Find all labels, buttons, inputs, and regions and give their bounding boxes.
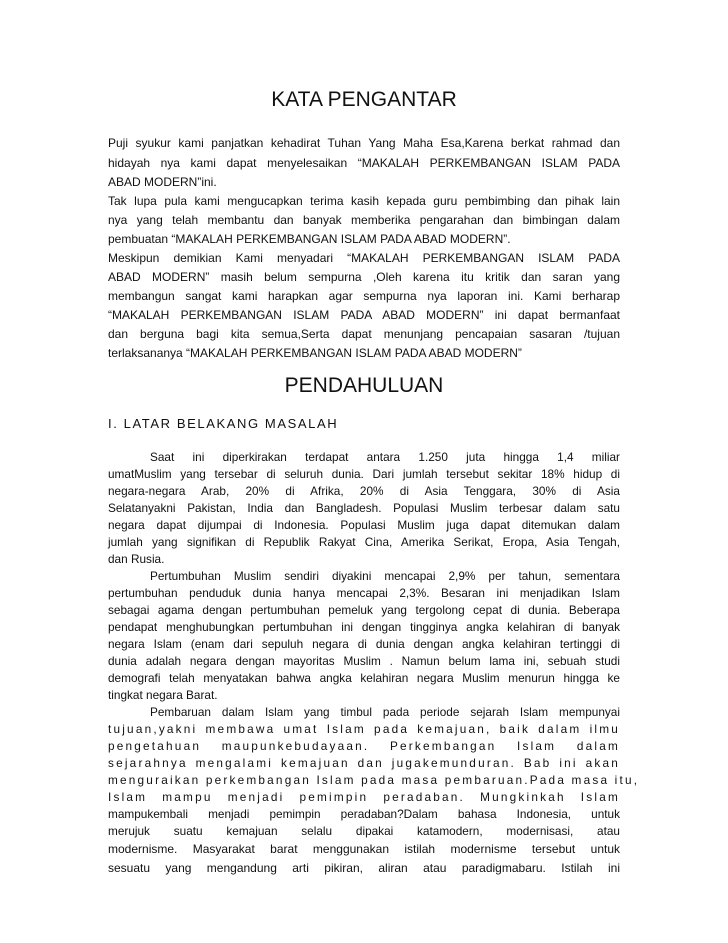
body-line: mampukembali menjadi pemimpin peradaban?Dalam bahasa Indonesia, untuk bbox=[108, 807, 620, 821]
body-line: dunia adalah negara dengan mayoritas Muslim . Namun belum lama ini, sebuah studi bbox=[108, 654, 620, 668]
body-line: pengetahuan maupunkebudayaan. Perkembangan Islam dalam bbox=[108, 739, 620, 753]
foreword-line: “MAKALAH PERKEMBANGAN ISLAM PADA ABAD MODERN” ini dapat bermanfaat bbox=[108, 308, 620, 322]
body-line: Saat ini diperkirakan terdapat antara 1.250 juta hingga 1,4 miliar bbox=[150, 450, 620, 464]
body-line: sesuatu yang mengandung arti pikiran, aliran atau paradigmabaru. Istilah ini bbox=[108, 861, 620, 875]
foreword-line: Tak lupa pula kami mengucapkan terima kasih kepada guru pembimbing dan pihak lain bbox=[108, 194, 620, 208]
foreword-line: pembuatan “MAKALAH PERKEMBANGAN ISLAM PADA ABAD MODERN”. bbox=[108, 232, 511, 246]
foreword-line: Meskipun demikian Kami menyadari “MAKALAH PERKEMBANGAN ISLAM PADA bbox=[108, 251, 620, 265]
section-heading: I. LATAR BELAKANG MASALAH bbox=[108, 416, 339, 431]
body-line: pertumbuhan penduduk dunia hanya mencapai 2,3%. Besaran ini menjadikan Islam bbox=[108, 586, 620, 600]
body-line: sebagai agama dengan pertumbuhan pemeluk yang tergolong cepat di dunia. Beberapa bbox=[108, 603, 620, 617]
body-line: Pertumbuhan Muslim sendiri diyakini mencapai 2,9% per tahun, sementara bbox=[150, 569, 620, 583]
foreword-title: KATA PENGANTAR bbox=[271, 88, 457, 111]
body-line: pendapat menghubungkan pertumbuhan ini dengan tingginya angka kelahiran di banyak bbox=[108, 620, 620, 634]
body-line: jumlah yang signifikan di Republik Rakyat Cina, Amerika Serikat, Eropa, Asia Tengah, bbox=[108, 535, 620, 549]
foreword-line: nya yang telah membantu dan banyak memberika pengarahan dan bimbingan dalam bbox=[108, 213, 620, 227]
foreword-line: ABAD MODERN”ini. bbox=[108, 175, 217, 189]
introduction-title: PENDAHULUAN bbox=[284, 374, 444, 397]
foreword-line: Puji syukur kami panjatkan kehadirat Tuhan Yang Maha Esa,Karena berkat rahmad dan bbox=[108, 136, 620, 150]
body-line: tingkat negara Barat. bbox=[108, 688, 218, 702]
body-line: dan Rusia. bbox=[108, 552, 165, 566]
body-line: Selatanyakni Pakistan, India dan Bangladesh. Populasi Muslim terbesar dalam satu bbox=[108, 501, 620, 515]
body-line: negara-negara Arab, 20% di Afrika, 20% di Asia Tenggara, 30% di Asia bbox=[108, 484, 620, 498]
body-line: Pembaruan dalam Islam yang timbul pada periode sejarah Islam mempunyai bbox=[150, 705, 620, 719]
body-line: tujuan,yakni membawa umat Islam pada kemajuan, baik dalam ilmu bbox=[108, 722, 620, 736]
foreword-line: hidayah nya kami dapat menyelesaikan “MAKALAH PERKEMBANGAN ISLAM PADA bbox=[108, 156, 620, 170]
body-line: Islam mampu menjadi pemimpin peradaban. Mungkinkah Islam bbox=[108, 790, 620, 804]
body-line: negara dapat dijumpai di Indonesia. Populasi Muslim juga dapat ditemukan dalam bbox=[108, 518, 620, 532]
foreword-line: membangun sangat kami harapkan agar sempurna nya laporan ini. Kami berharap bbox=[108, 289, 620, 303]
body-line: sejarahnya mengalami kemajuan dan jugakemunduran. Bab ini akan bbox=[108, 756, 620, 770]
body-line: negara Islam (enam dari sepuluh negara di dunia dengan angka kelahiran tertinggi di bbox=[108, 637, 620, 651]
body-line: merujuk suatu kemajuan selalu dipakai katamodern, modernisasi, atau bbox=[108, 824, 620, 838]
body-line: modernisme. Masyarakat barat menggunakan istilah modernisme tersebut untuk bbox=[108, 842, 620, 856]
foreword-line: ABAD MODERN” masih belum sempurna ,Oleh karena itu kritik dan saran yang bbox=[108, 270, 620, 284]
body-line: umatMuslim yang tersebar di seluruh dunia. Dari jumlah tersebut sekitar 18% hidup di bbox=[108, 467, 620, 481]
foreword-line: dan berguna bagi kita semua,Serta dapat menunjang pencapaian sasaran /tujuan bbox=[108, 327, 620, 341]
body-line: demografi telah menyatakan bahwa angka kelahiran negara Muslim menurun hingga ke bbox=[108, 671, 620, 685]
foreword-line: terlaksananya “MAKALAH PERKEMBANGAN ISLAM PADA ABAD MODERN” bbox=[108, 346, 522, 360]
body-line: menguraikan perkembangan Islam pada masa pembaruan.Pada masa itu, bbox=[108, 773, 640, 787]
